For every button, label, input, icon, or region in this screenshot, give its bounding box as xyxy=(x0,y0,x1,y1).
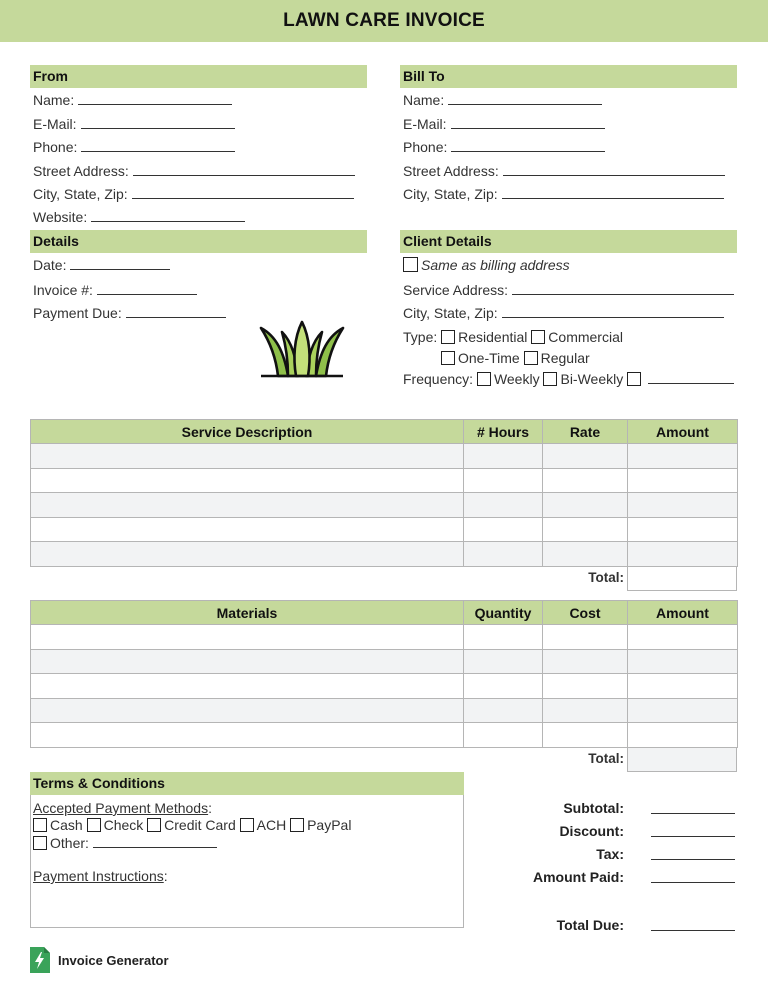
paypal-label: PayPal xyxy=(307,817,352,833)
amount-paid-line[interactable] xyxy=(651,881,735,883)
frequency-label: Frequency: xyxy=(403,371,474,387)
same-as-billing-label: Same as billing address xyxy=(421,257,570,273)
type-label: Type: xyxy=(403,329,438,345)
from-heading: From xyxy=(30,65,367,88)
table-row xyxy=(31,468,738,493)
total-due-label: Total Due: xyxy=(556,917,624,933)
discount-label: Discount: xyxy=(559,823,624,839)
table-row xyxy=(31,649,738,674)
invoice-number-label: Invoice #: xyxy=(33,282,93,298)
total-due-line[interactable] xyxy=(651,929,735,931)
table-row xyxy=(31,698,738,723)
from-phone-field[interactable] xyxy=(33,138,235,156)
from-website-field[interactable] xyxy=(33,208,245,226)
services-total-label: Total: xyxy=(588,570,624,585)
from-name-label: Name: xyxy=(33,92,75,108)
one-time-checkbox[interactable] xyxy=(441,351,455,365)
terms-heading: Terms & Conditions xyxy=(30,772,464,795)
table-row xyxy=(31,517,738,542)
from-website-label: Website: xyxy=(33,209,88,225)
col-hours: # Hours xyxy=(464,420,543,444)
payment-due-label: Payment Due: xyxy=(33,305,122,321)
bill-name-label: Name: xyxy=(403,92,445,108)
services-total-box[interactable] xyxy=(627,566,737,591)
bill-to-heading: Bill To xyxy=(400,65,737,88)
brand-logo[interactable] xyxy=(30,947,169,973)
type-row-2 xyxy=(441,349,590,367)
credit-card-checkbox[interactable] xyxy=(147,818,161,832)
other-method-label: Other: xyxy=(50,835,89,851)
same-as-billing-option[interactable] xyxy=(403,256,570,274)
commercial-label: Commercial xyxy=(548,329,623,345)
amount-paid-label: Amount Paid: xyxy=(533,869,624,885)
client-city-field[interactable] xyxy=(403,304,724,322)
bill-email-field[interactable] xyxy=(403,115,605,133)
bill-phone-label: Phone: xyxy=(403,139,448,155)
tax-line[interactable] xyxy=(651,858,735,860)
bill-city-label: City, State, Zip: xyxy=(403,186,498,202)
other-frequency-line[interactable] xyxy=(648,370,734,384)
details-heading: Details xyxy=(30,230,367,253)
bi-weekly-checkbox[interactable] xyxy=(543,372,557,386)
payment-methods-row xyxy=(33,816,351,834)
lightning-bolt-icon xyxy=(30,947,50,973)
bill-email-label: E-Mail: xyxy=(403,116,447,132)
col-service-description: Service Description xyxy=(31,420,464,444)
accepted-methods-colon: : xyxy=(208,800,212,816)
discount-line[interactable] xyxy=(651,835,735,837)
table-row xyxy=(31,625,738,650)
regular-checkbox[interactable] xyxy=(524,351,538,365)
col-amount: Amount xyxy=(628,420,738,444)
type-row-1 xyxy=(403,328,623,346)
other-frequency-checkbox[interactable] xyxy=(627,372,641,386)
commercial-checkbox[interactable] xyxy=(531,330,545,344)
regular-label: Regular xyxy=(540,350,590,366)
payment-instructions-label xyxy=(33,867,168,885)
frequency-row xyxy=(403,370,734,388)
ach-checkbox[interactable] xyxy=(240,818,254,832)
bill-city-field[interactable] xyxy=(403,185,724,203)
service-address-label: Service Address: xyxy=(403,282,509,298)
title-bar xyxy=(0,0,768,42)
materials-total-box[interactable] xyxy=(627,747,737,772)
materials-total-label: Total: xyxy=(588,751,624,766)
bi-weekly-label: Bi-Weekly xyxy=(560,371,624,387)
ach-label: ACH xyxy=(256,817,287,833)
services-table xyxy=(30,419,738,567)
payment-instructions-colon: : xyxy=(163,868,168,884)
cash-label: Cash xyxy=(50,817,83,833)
check-checkbox[interactable] xyxy=(87,818,101,832)
subtotal-label: Subtotal: xyxy=(563,800,624,816)
brand-name: Invoice Generator xyxy=(58,952,169,968)
from-city-label: City, State, Zip: xyxy=(33,186,128,202)
date-field[interactable] xyxy=(33,256,170,274)
check-label: Check xyxy=(103,817,144,833)
paypal-checkbox[interactable] xyxy=(290,818,304,832)
from-street-label: Street Address: xyxy=(33,163,129,179)
col-materials-amount: Amount xyxy=(628,601,738,625)
other-method-row xyxy=(33,834,217,852)
weekly-checkbox[interactable] xyxy=(477,372,491,386)
service-address-field[interactable] xyxy=(403,281,734,299)
other-method-line[interactable] xyxy=(93,834,217,848)
from-name-field[interactable] xyxy=(33,91,232,109)
from-email-field[interactable] xyxy=(33,115,235,133)
accepted-methods-text: Accepted Payment Methods xyxy=(33,800,209,816)
bill-name-field[interactable] xyxy=(403,91,602,109)
page-title: LAWN CARE INVOICE xyxy=(283,10,485,31)
grass-icon xyxy=(258,318,346,380)
col-rate: Rate xyxy=(543,420,628,444)
bill-street-field[interactable] xyxy=(403,162,725,180)
materials-table xyxy=(30,600,738,748)
col-materials: Materials xyxy=(31,601,464,625)
col-quantity: Quantity xyxy=(464,601,543,625)
credit-card-label: Credit Card xyxy=(164,817,236,833)
payment-instructions-text: Payment Instructions xyxy=(33,868,164,884)
subtotal-line[interactable] xyxy=(651,812,735,814)
residential-label: Residential xyxy=(458,329,528,345)
cash-checkbox[interactable] xyxy=(33,818,47,832)
table-row xyxy=(31,444,738,469)
client-city-label: City, State, Zip: xyxy=(403,305,498,321)
from-street-field[interactable] xyxy=(33,162,355,180)
same-as-billing-checkbox[interactable] xyxy=(403,257,418,272)
one-time-label: One-Time xyxy=(458,350,520,366)
payment-due-field[interactable] xyxy=(33,304,226,322)
table-row xyxy=(31,542,738,567)
date-label: Date: xyxy=(33,257,67,273)
table-row xyxy=(31,493,738,518)
from-email-label: E-Mail: xyxy=(33,116,77,132)
client-details-heading: Client Details xyxy=(400,230,737,253)
bill-street-label: Street Address: xyxy=(403,163,499,179)
invoice-number-field[interactable] xyxy=(33,281,197,299)
tax-label: Tax: xyxy=(596,846,624,862)
residential-checkbox[interactable] xyxy=(441,330,455,344)
bill-phone-field[interactable] xyxy=(403,138,605,156)
table-row xyxy=(31,723,738,748)
from-phone-label: Phone: xyxy=(33,139,78,155)
weekly-label: Weekly xyxy=(493,371,540,387)
col-cost: Cost xyxy=(543,601,628,625)
other-method-checkbox[interactable] xyxy=(33,836,47,850)
table-row xyxy=(31,674,738,699)
from-city-field[interactable] xyxy=(33,185,354,203)
accepted-methods-label xyxy=(33,799,212,817)
